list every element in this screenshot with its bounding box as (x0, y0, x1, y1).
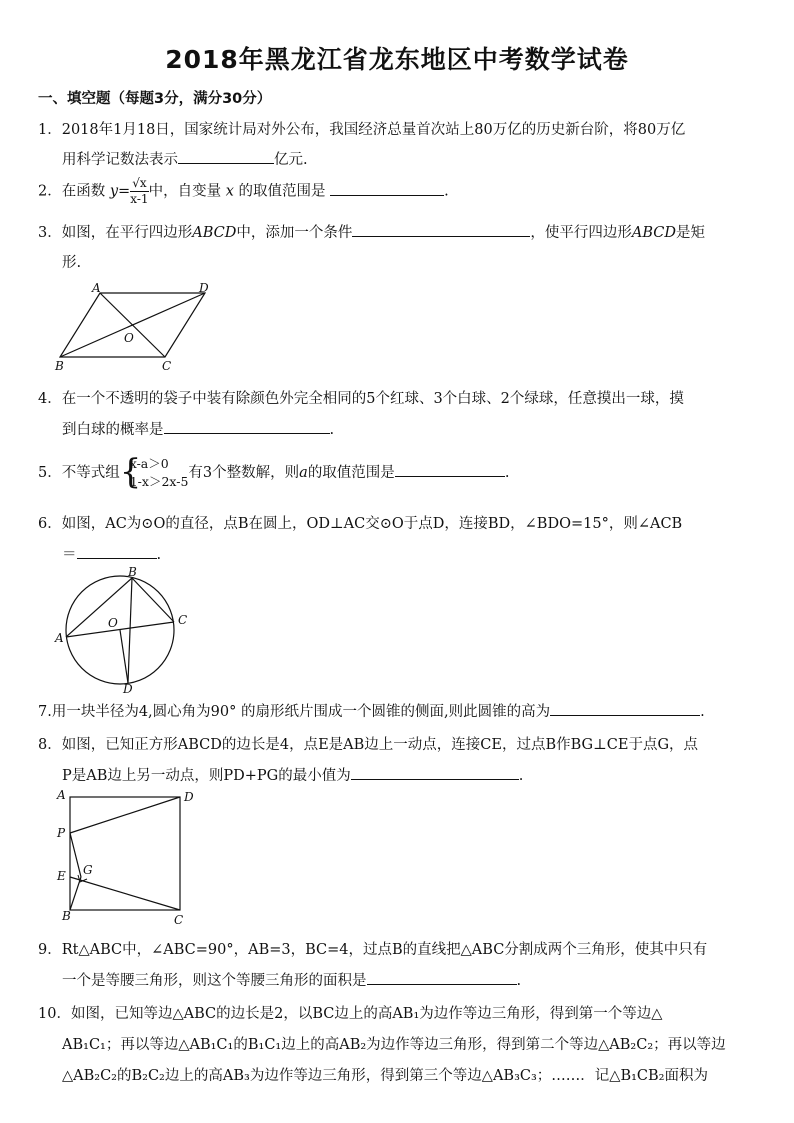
answer-blank[interactable] (178, 149, 274, 164)
question-text: 亿元. (274, 152, 308, 168)
question-text: 在一个不透明的袋子中装有除颜色外完全相同的5个红球、3个白球、2个绿球，任意摸出一球，摸 (61, 391, 684, 407)
question-text: 中，添加一个条件 (236, 225, 353, 241)
question-text: 7.用一块半径为4,圆心角为90° 的扇形纸片围成一个圆锥的侧面,则此圆锥的高为 (38, 704, 551, 720)
square-figure (50, 788, 210, 928)
period: . (700, 704, 705, 720)
label-b: B (128, 566, 137, 579)
period: . (156, 547, 162, 563)
answer-blank[interactable] (330, 181, 444, 196)
chord-ab (66, 578, 132, 637)
question-number: 10． (38, 1006, 71, 1022)
label-g: G (83, 863, 93, 877)
question-10-line-3 (62, 1064, 708, 1085)
brace-glyph: { (119, 452, 142, 492)
question-text: 2018年1月18日，国家统计局对外公布，我国经济总量首次站上80万亿的历史新台阶，将80万亿 (61, 122, 686, 138)
label-d: D (199, 281, 209, 295)
chord-bc (132, 578, 174, 622)
question-text: 如图，已知正方形ABCD的边长是4，点E是AB边上一动点，连接CE，过点B作BG⊥CE于点G，点 (61, 737, 699, 753)
label-c: C (178, 613, 188, 627)
inequality-system (119, 452, 189, 492)
label-d: D (123, 682, 133, 696)
equals-sign: = (118, 183, 131, 200)
shape-name: ABCD (631, 225, 676, 241)
label-b: B (55, 359, 64, 373)
question-number: 1． (38, 122, 62, 138)
question-number: 2． (38, 183, 62, 200)
question-number: 4． (38, 391, 62, 407)
segment-bg (70, 877, 81, 910)
period: . (444, 183, 449, 200)
answer-blank[interactable] (77, 544, 157, 559)
label-a: A (57, 788, 66, 802)
question-number: 3． (38, 225, 62, 241)
label-c: C (162, 359, 172, 373)
inequality-1: x-a＞0 (129, 456, 169, 471)
shape-name: ABCD (192, 225, 237, 241)
question-3 (38, 221, 705, 242)
answer-blank[interactable] (164, 419, 330, 434)
answer-blank[interactable] (550, 701, 700, 716)
variable-y: y (109, 183, 119, 200)
diagonal-bd (60, 293, 205, 357)
question-3-line-2 (62, 251, 81, 272)
question-text: P是AB边上另一动点，则PD+PG的最小值为 (62, 768, 351, 784)
fraction-numerator: √x (132, 176, 147, 190)
fraction (130, 176, 148, 207)
question-4-line-2 (62, 418, 334, 439)
question-text: 在函数 (61, 183, 106, 200)
variable-x: x (225, 183, 234, 200)
label-a: A (55, 631, 64, 645)
question-text: Rt△ABC中，∠ABC=90°，AB=3，BC=4，过点B的直线把△ABC分割成两个三角形，使其中只有 (61, 942, 708, 958)
segment-od (120, 630, 128, 683)
question-number: 5． (38, 465, 62, 481)
question-text: 中，自变量 (148, 183, 222, 200)
label-a: A (92, 281, 101, 295)
parallelogram-figure (50, 280, 220, 375)
segment-pd (70, 797, 180, 833)
label-d: D (184, 790, 194, 804)
question-5 (38, 452, 510, 492)
period: . (329, 422, 335, 438)
question-8-line-2 (62, 764, 523, 785)
variable-a: a (299, 465, 308, 481)
period: . (518, 768, 524, 784)
diameter-ac (66, 622, 174, 637)
question-text: 的取值范围是 (238, 183, 326, 200)
question-number: 6． (38, 516, 62, 532)
period: . (516, 973, 522, 989)
question-9-line-2 (62, 969, 521, 990)
question-9 (38, 938, 707, 959)
question-text: ＝ (62, 547, 77, 563)
period: . (504, 465, 510, 481)
question-6 (38, 512, 682, 533)
segment-ce (70, 877, 180, 910)
question-text: 如图，在平行四边形 (61, 225, 193, 241)
question-8 (38, 733, 698, 754)
label-o: O (124, 331, 134, 345)
label-b: B (62, 909, 71, 923)
label-c: C (174, 913, 184, 927)
question-10-line-2 (62, 1033, 726, 1054)
question-text: AB₁C₁；再以等边△AB₁C₁的B₁C₁边上的高AB₂为边作等边三角形，得到第二个等边△AB₂C₂；再以等边 (62, 1037, 726, 1053)
question-text: 不等式组 (61, 465, 120, 481)
question-number: 8． (38, 737, 62, 753)
question-10 (38, 1002, 662, 1023)
question-6-line-2 (62, 543, 161, 564)
question-text: 是矩 (675, 225, 705, 241)
question-text: ，使平行四边形 (530, 225, 632, 241)
question-text: 的取值范围是 (307, 465, 395, 481)
answer-blank[interactable] (351, 765, 519, 780)
label-o: O (108, 616, 118, 630)
question-text: 形. (62, 255, 82, 271)
question-2 (38, 176, 449, 207)
answer-blank[interactable] (395, 462, 505, 477)
question-text: 如图，已知等边△ABC的边长是2，以BC边上的高AB₁为边作等边三角形，得到第一个等边△ (70, 1006, 663, 1022)
segment-pg (70, 833, 81, 877)
answer-blank[interactable] (352, 222, 530, 237)
question-7 (38, 700, 705, 721)
page-title: 2018年黑龙江省龙东地区中考数学试卷 (165, 45, 629, 74)
question-text: △AB₂C₂的B₂C₂边上的高AB₃为边作等边三角形，得到第三个等边△AB₃C₃；……．记△B₁CB₂面积为 (62, 1068, 708, 1084)
question-1 (38, 118, 685, 139)
question-text: 一个是等腰三角形，则这个等腰三角形的面积是 (62, 973, 367, 989)
answer-blank[interactable] (367, 970, 517, 985)
question-1-line-2 (62, 148, 308, 169)
question-text: 到白球的概率是 (62, 422, 164, 438)
circle-figure (50, 566, 200, 696)
inequality-2: 1-x＞2x-5 (129, 474, 189, 489)
question-text: 用科学记数法表示 (62, 152, 178, 168)
segment-bd (128, 578, 132, 683)
question-number: 9． (38, 942, 62, 958)
label-e: E (57, 869, 66, 883)
question-text: 如图，AC为⊙O的直径，点B在圆上，OD⊥AC交⊙O于点D，连接BD，∠BDO=15°，则∠ACB (61, 516, 683, 532)
fraction-denominator: x-1 (130, 192, 149, 206)
question-text: 有3个整数解，则 (188, 465, 300, 481)
question-4 (38, 387, 684, 408)
section-heading: 一、填空题（每题3分，满分30分） (38, 91, 272, 107)
label-p: P (57, 826, 66, 840)
